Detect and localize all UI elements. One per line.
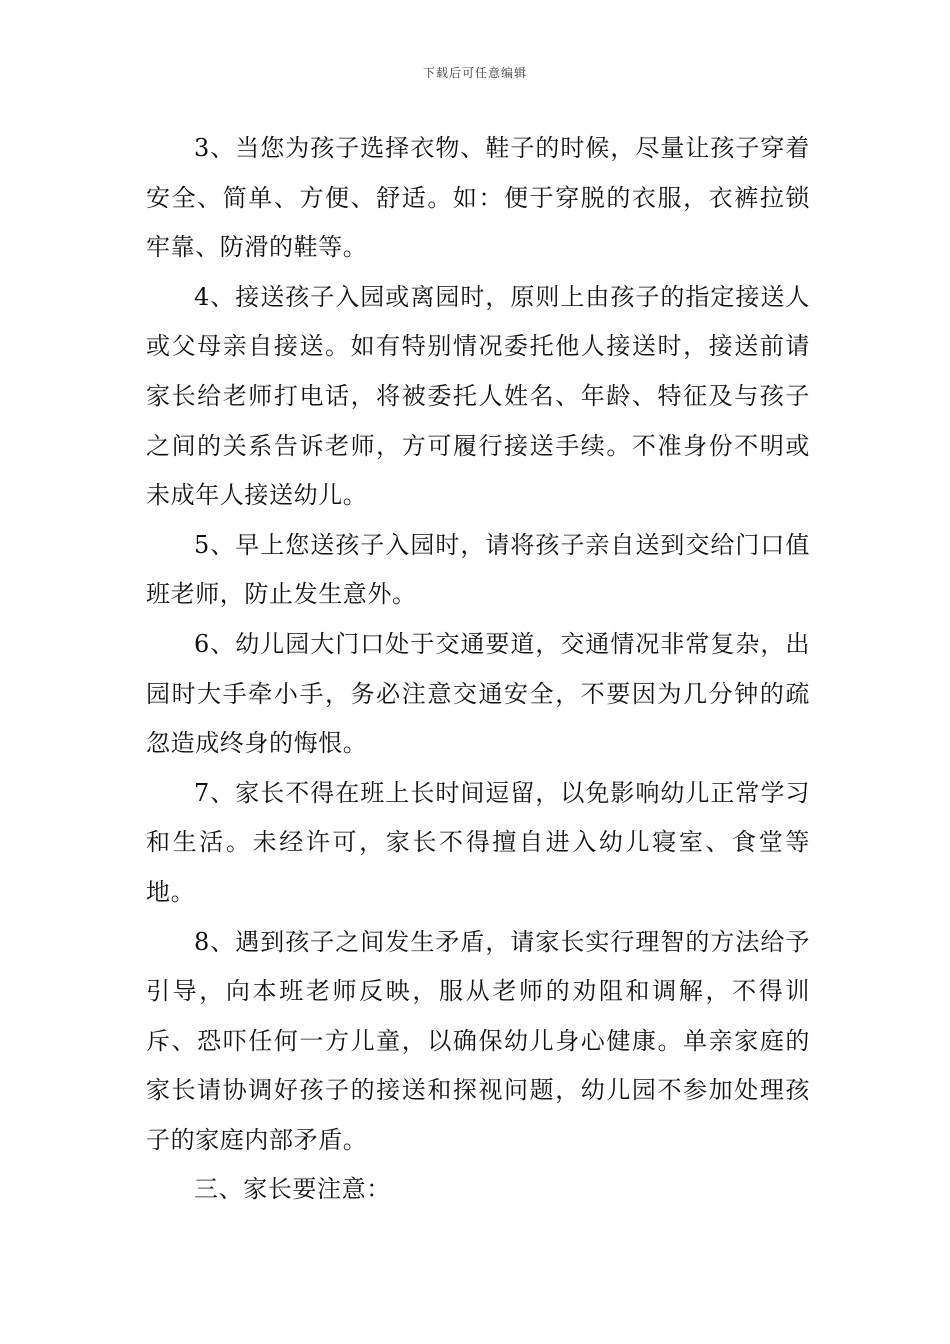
paragraph-item-3: 3、当您为孩子选择衣物、鞋子的时候，尽量让孩子穿着安全、简单、方便、舒适。如：便于穿脱的衣服，衣裤拉锁牢靠、防滑的鞋等。 bbox=[146, 134, 810, 262]
paragraph-item-6: 6、幼儿园大门口处于交通要道，交通情况非常复杂，出园时大手牵小手，务必注意交通安全，不要因为几分钟的疏忽造成终身的悔恨。 bbox=[146, 629, 810, 758]
paragraph-item-5: 5、早上您送孩子入园时，请将孩子亲自送到交给门口值班老师，防止发生意外。 bbox=[146, 530, 810, 609]
paragraph-item-7: 7、家长不得在班上长时间逗留，以免影响幼儿正常学习和生活。未经许可，家长不得擅自进入幼儿寝室、食堂等地。 bbox=[146, 778, 810, 906]
paragraph-item-4: 4、接送孩子入园或离园时，原则上由孩子的指定接送人或父母亲自接送。如有特别情况委托他人接送时，接送前请家长给老师打电话，将被委托人姓名、年龄、特征及与孩子之间的关系告诉老师，方可履行接送手续。不准身份不明或未成年人接送幼儿。 bbox=[146, 282, 810, 510]
section-heading: 三、家长要注意： bbox=[194, 1175, 391, 1204]
document-body bbox=[146, 124, 810, 1215]
header-note: 下载后可任意编辑 bbox=[422, 66, 527, 80]
paragraph-item-8: 8、遇到孩子之间发生矛盾，请家长实行理智的方法给予引导，向本班老师反映，服从老师的劝阻和调解，不得训斥、恐吓任何一方儿童，以确保幼儿身心健康。单亲家庭的家长请协调好孩子的接送和探视问题，幼儿园不参加处理孩子的家庭内部矛盾。 bbox=[146, 927, 810, 1154]
